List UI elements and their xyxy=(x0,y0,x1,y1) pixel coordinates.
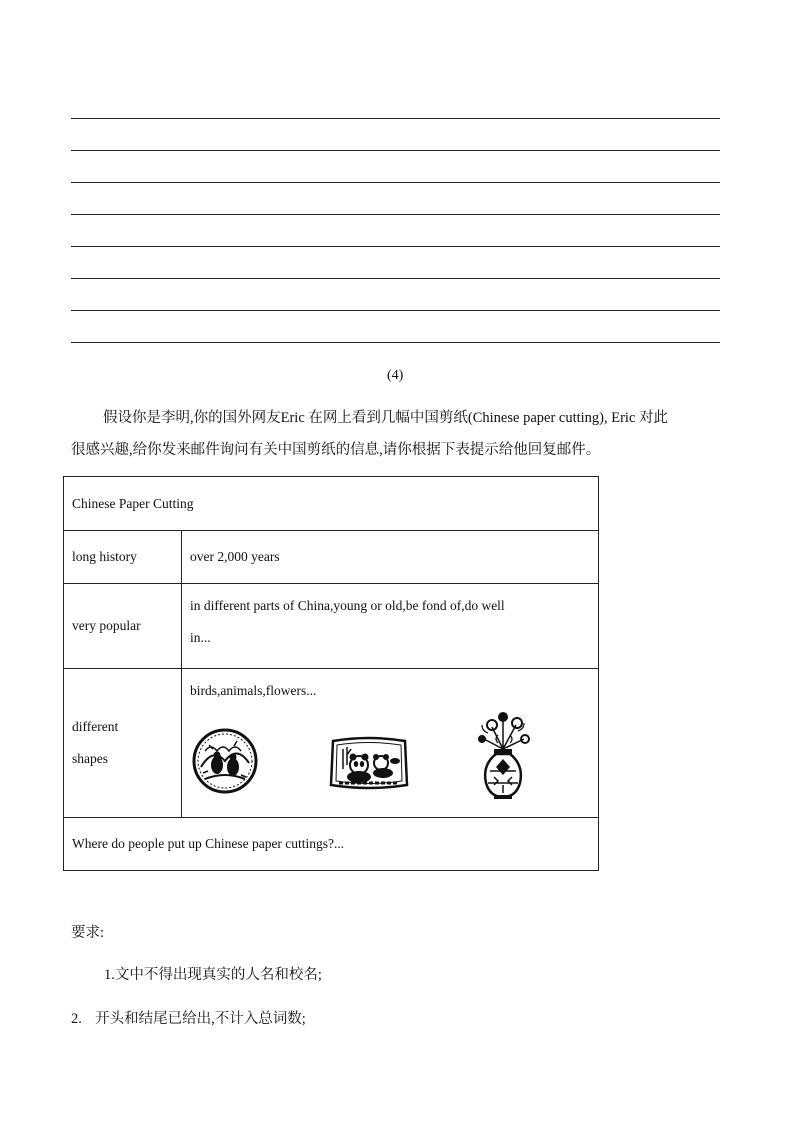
row-content-history: over 2,000 years xyxy=(182,531,599,584)
info-table xyxy=(63,476,599,871)
writing-line xyxy=(71,214,720,215)
writing-line xyxy=(71,278,720,279)
row-label-shapes-line1: different xyxy=(72,719,119,734)
requirement-item-2 xyxy=(71,1007,306,1028)
requirement-item-2-text: 开头和结尾已给出,不计入总词数; xyxy=(95,1011,306,1027)
writing-line xyxy=(71,182,720,183)
flower-vase-papercut-icon xyxy=(470,709,536,805)
writing-line xyxy=(71,246,720,247)
birds-papercut-icon xyxy=(191,727,259,799)
writing-line xyxy=(71,342,720,343)
intro-line-1: 假设你是李明,你的国外网友Eric 在网上看到几幅中国剪纸(Chinese paper cutting), Eric 对此 xyxy=(103,410,669,426)
row-label-history: long history xyxy=(64,531,182,584)
intro-line-2: 很感兴趣,给你发来邮件询问有关中国剪纸的信息,请你根据下表提示给他回复邮件。 xyxy=(71,442,601,458)
table-footer: Where do people put up Chinese paper cuttings?... xyxy=(64,818,599,871)
row-content-shapes: birds,animals,flowers... xyxy=(190,683,317,698)
requirements-heading: 要求: xyxy=(71,925,105,941)
section-number: (4) xyxy=(387,368,404,383)
row-content-popular-line2: in... xyxy=(190,630,211,645)
requirement-item-2-number: 2. xyxy=(71,1011,82,1027)
requirement-item-1: 1.文中不得出现真实的人名和校名; xyxy=(104,967,322,983)
writing-line xyxy=(71,310,720,311)
row-label-popular: very popular xyxy=(64,584,182,669)
table-title: Chinese Paper Cutting xyxy=(64,477,599,531)
writing-line xyxy=(71,118,720,119)
task-intro xyxy=(71,402,726,466)
row-label-shapes-line2: shapes xyxy=(72,751,108,766)
row-content-popular-line1: in different parts of China,young or old,be fond of,do well xyxy=(190,598,505,613)
writing-line xyxy=(71,150,720,151)
panda-papercut-icon xyxy=(329,735,409,797)
